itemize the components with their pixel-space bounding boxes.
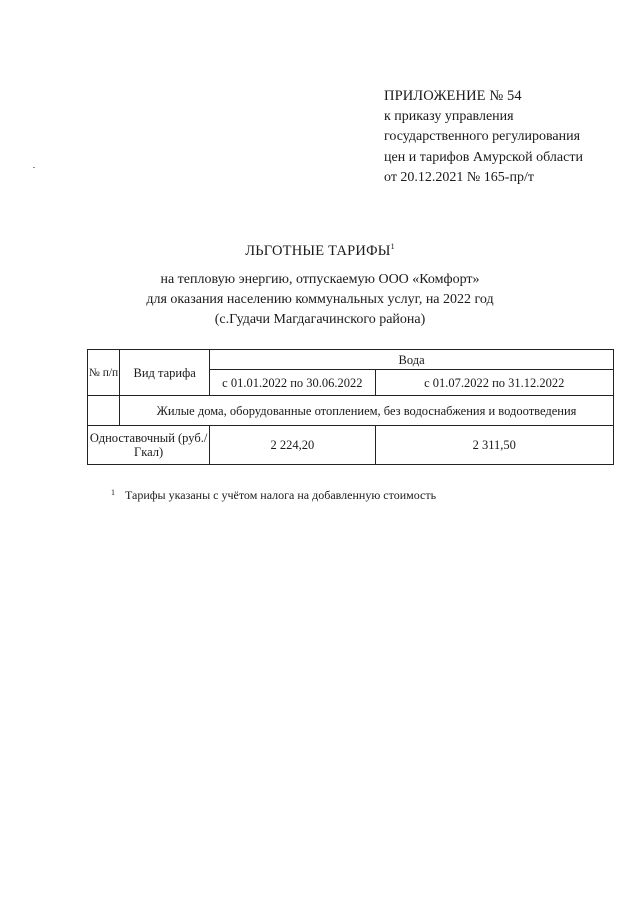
tariff-value: 2 311,50 (375, 426, 614, 465)
header-water: Вода (210, 350, 614, 370)
footnote-reference: 1 (390, 242, 395, 251)
annex-block (384, 86, 583, 189)
footnote-mark: 1 (111, 488, 115, 497)
subtitle-line: на тепловую энергию, отпускаемую ООО «Комфорт» (160, 272, 480, 287)
subtitle-line: для оказания населению коммунальных услуг, на 2022 год (146, 292, 494, 307)
table-category-row (88, 396, 614, 426)
table-row (88, 426, 614, 465)
footnote (111, 488, 436, 503)
annex-line: к приказу управления (384, 108, 514, 124)
annex-line: от 20.12.2021 № 165-пр/т (384, 170, 534, 185)
table-header-row (88, 350, 614, 370)
document-subtitle (0, 270, 640, 330)
tariff-kind-cell: Одноставочный (руб./Гкал) (88, 426, 210, 465)
tariff-table (87, 349, 614, 465)
document-title-text: ЛЬГОТНЫЕ ТАРИФЫ (245, 243, 391, 259)
annex-title: ПРИЛОЖЕНИЕ № 54 (384, 88, 522, 104)
annex-line: государственного регулирования (384, 129, 581, 144)
tariff-value: 2 224,20 (210, 426, 375, 465)
category-label: Жилые дома, оборудованные отоплением, без водоснабжения и водоотведения (120, 396, 614, 426)
header-number: № п/п (88, 350, 120, 396)
scan-speck (33, 167, 35, 168)
header-period: с 01.01.2022 по 30.06.2022 (210, 370, 375, 396)
subtitle-line: (с.Гудачи Магдагачинского района) (214, 312, 426, 327)
category-number-cell (88, 396, 120, 426)
footnote-text: Тарифы указаны с учётом налога на добавленную стоимость (125, 488, 437, 502)
document-title (0, 242, 640, 260)
header-tariff-kind: Вид тарифа (120, 350, 210, 396)
annex-line: цен и тарифов Амурской области (384, 149, 583, 165)
header-period: с 01.07.2022 по 31.12.2022 (375, 370, 614, 396)
